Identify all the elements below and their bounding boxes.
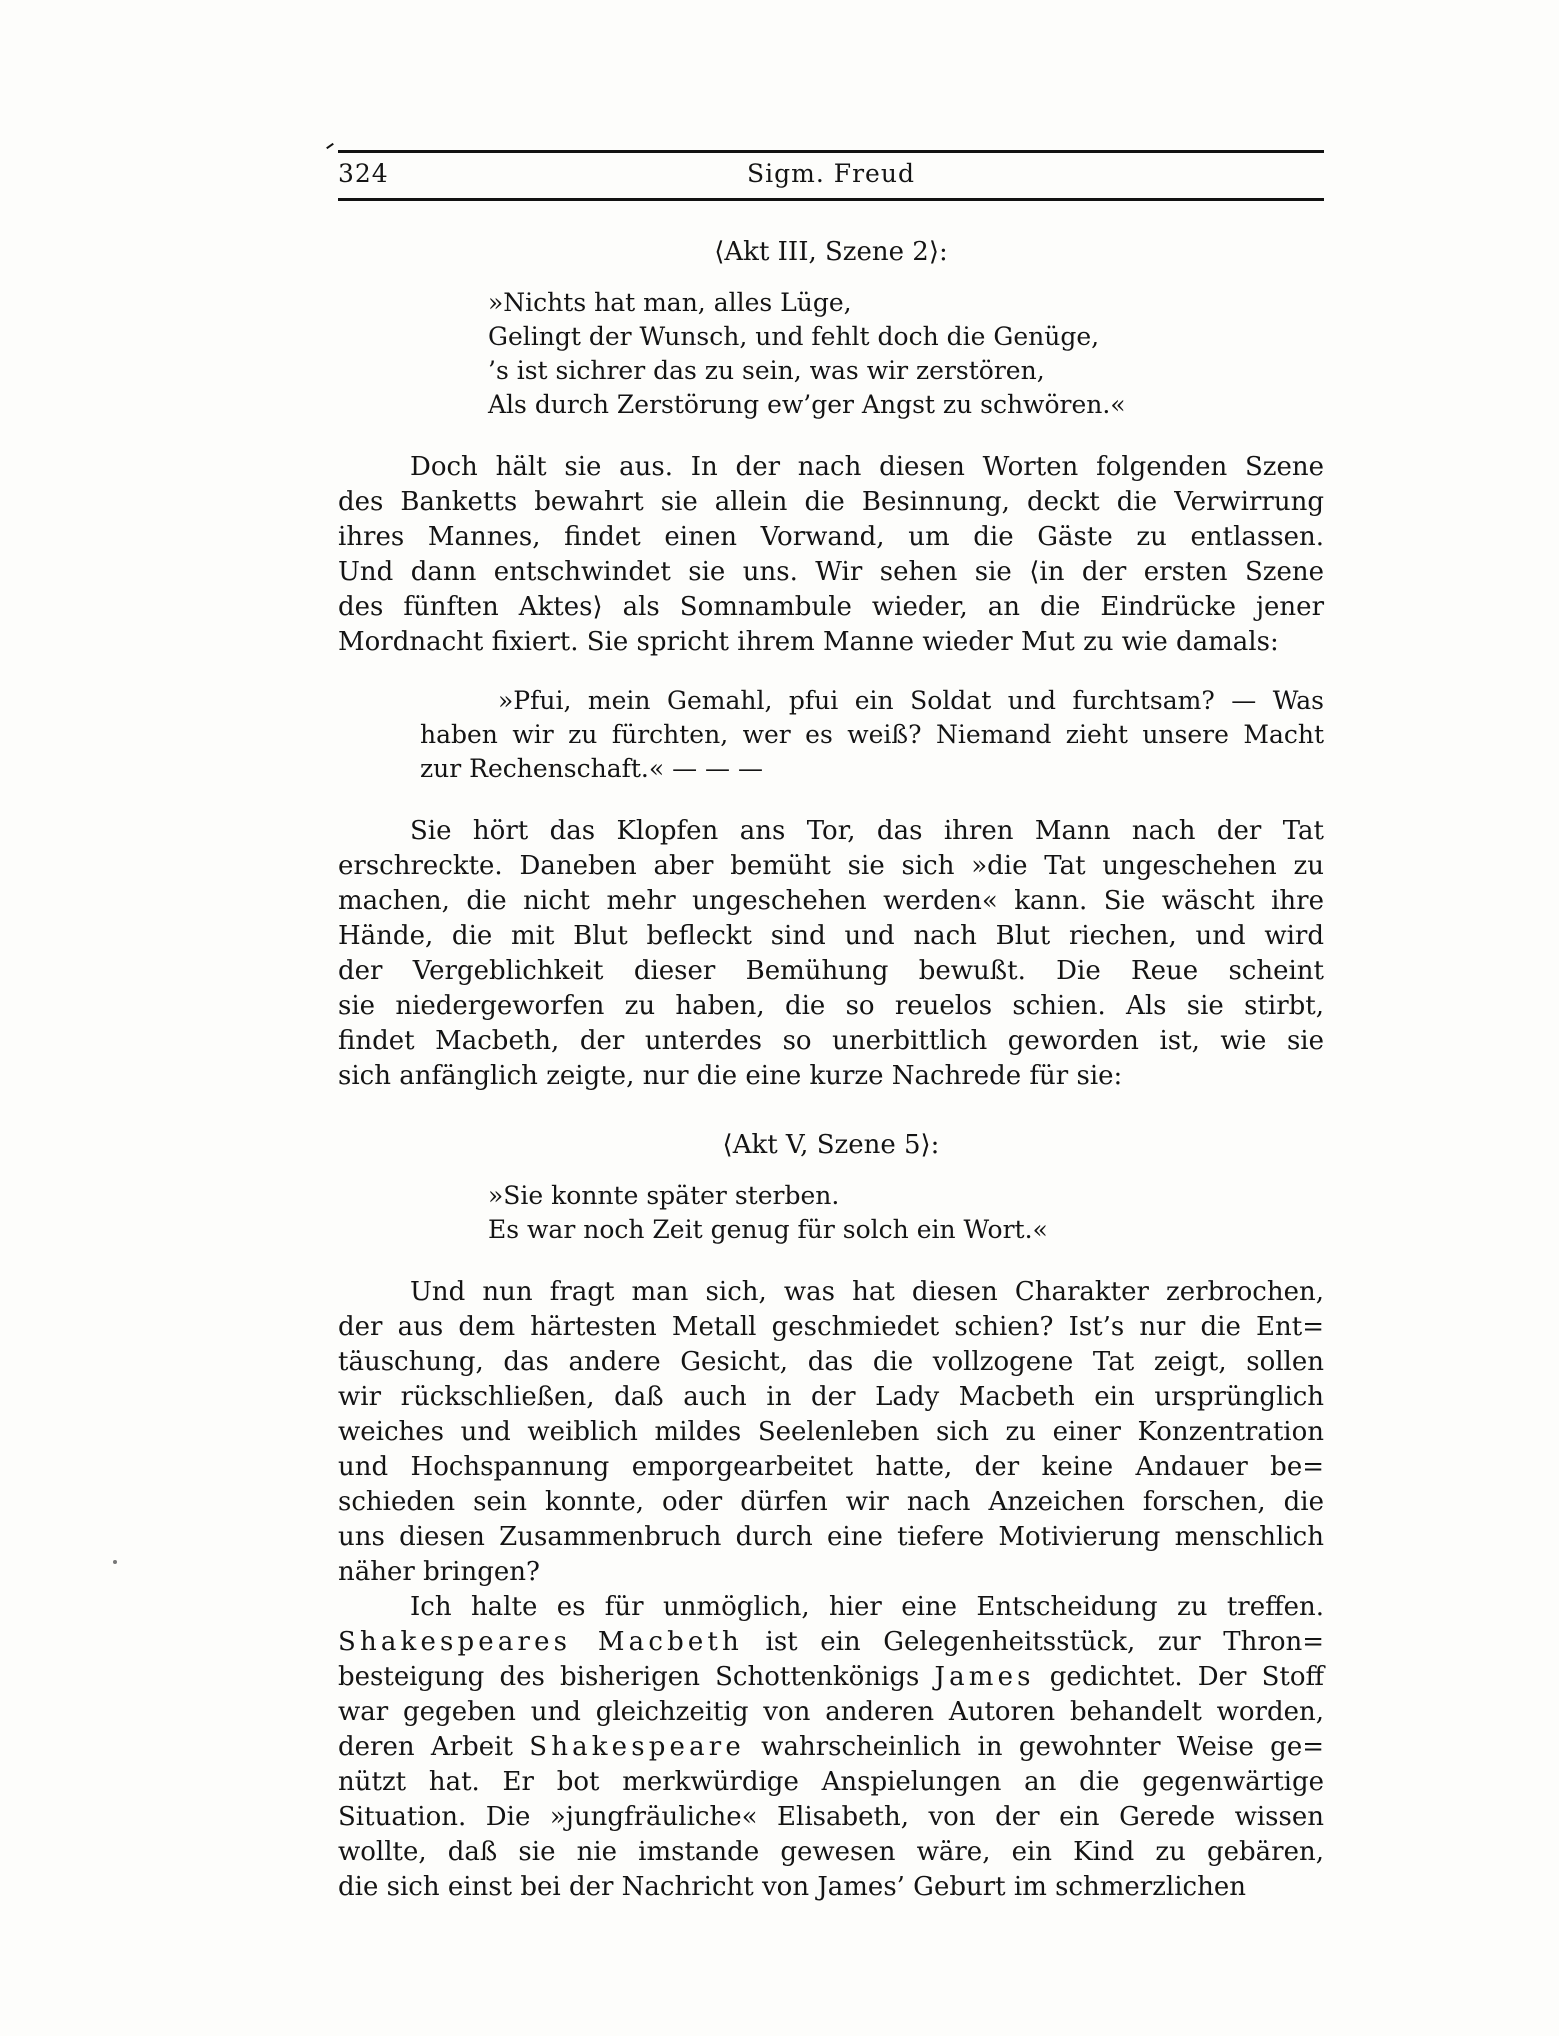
text-line: Ich halte es für unmöglich, hier eine Entscheidung zu treffen. <box>410 1592 1324 1622</box>
text-line: Und dann entschwindet sie uns. Wir sehen sie ⟨in der ersten Szene <box>338 557 1324 587</box>
text-line: Hände, die mit Blut befleckt sind und nach Blut riechen, und wird <box>338 921 1324 951</box>
text-line: näher bringen? <box>338 1557 540 1587</box>
text-line: Gelingt der Wunsch, und fehlt doch die Genüge, <box>488 322 1100 351</box>
text-line: machen, die nicht mehr ungeschehen werden« kann. Sie wäscht ihre <box>338 886 1324 916</box>
text-line: findet Macbeth, der unterdes so unerbittlich geworden ist, wie sie <box>338 1026 1324 1056</box>
paragraph-block <box>338 1275 1324 1590</box>
scan-speckle <box>113 1560 117 1564</box>
text-line: Doch hält sie aus. In der nach diesen Worten folgenden Szene <box>410 452 1324 482</box>
text-line: war gegeben und gleichzeitig von anderen Autoren behandelt worden, <box>338 1697 1324 1727</box>
letterspaced-name: Shakespeares Macbeth <box>338 1627 743 1657</box>
text-line: schieden sein konnte, oder dürfen wir nach Anzeichen forschen, die <box>338 1487 1324 1517</box>
text-line: haben wir zu fürchten, wer es weiß? Niemand zieht unsere Macht <box>420 720 1324 749</box>
running-head: Sigm. Freud <box>747 159 915 188</box>
text-line: Sie hört das Klopfen ans Tor, das ihren Mann nach der Tat <box>410 816 1324 846</box>
text-line: der aus dem härtesten Metall geschmiedet schien? Ist’s nur die Ent= <box>338 1312 1324 1342</box>
letterspaced-name: James <box>934 1662 1035 1692</box>
paragraph-block <box>338 1590 1324 1905</box>
text-line: »Nichts hat man, alles Lüge, <box>488 288 852 317</box>
text-line: Und nun fragt man sich, was hat diesen Charakter zerbrochen, <box>410 1277 1324 1307</box>
letterspaced-name: Shakespeare <box>529 1732 745 1762</box>
text-line: sich anfänglich zeigte, nur die eine kurze Nachrede für sie: <box>338 1061 1123 1091</box>
text-line: »Pfui, mein Gemahl, pfui ein Soldat und furchtsam? — Was <box>498 686 1324 715</box>
header-row <box>338 153 1324 198</box>
text-line: sie niedergeworfen zu haben, die so reuelos schien. Als sie stirbt, <box>338 991 1324 1021</box>
scene-heading: ⟨Akt V, Szene 5⟩: <box>722 1130 940 1160</box>
verse-block <box>488 286 1324 422</box>
page-header <box>338 150 1324 201</box>
verse-block <box>488 1179 1324 1247</box>
text-line: die sich einst bei der Nachricht von James’ Geburt im schmerzlichen <box>338 1872 1246 1902</box>
text-line <box>338 1660 1324 1695</box>
text-line: ihres Mannes, findet einen Vorwand, um die Gäste zu entlassen. <box>338 522 1324 552</box>
page-number: 324 <box>338 159 389 188</box>
text-line: erschreckte. Daneben aber bemüht sie sich »die Tat ungeschehen zu <box>338 851 1324 881</box>
text-line: der Vergeblichkeit dieser Bemühung bewußt. Die Reue scheint <box>338 956 1324 986</box>
quote-block <box>420 684 1324 786</box>
scene-heading: ⟨Akt III, Szene 2⟩: <box>714 237 948 267</box>
text-line: Als durch Zerstörung ew’ger Angst zu schwören.« <box>488 390 1126 419</box>
text-column <box>338 150 1324 1905</box>
text-line: ’s ist sichrer das zu sein, was wir zerstören, <box>488 356 1045 385</box>
text-line: wir rückschließen, daß auch in der Lady Macbeth ein ursprünglich <box>338 1382 1324 1412</box>
text-segment: gedichtet. Der Stoff <box>1034 1662 1324 1692</box>
text-line <box>338 1730 1324 1765</box>
text-line: Mordnacht fixiert. Sie spricht ihrem Manne wieder Mut zu wie damals: <box>338 627 1279 657</box>
text-line: uns diesen Zusammenbruch durch eine tiefere Motivierung menschlich <box>338 1522 1324 1552</box>
text-line: »Sie konnte später sterben. <box>488 1181 840 1210</box>
paragraph-block <box>338 450 1324 660</box>
text-segment: wahrscheinlich in gewohnter Weise ge= <box>744 1732 1324 1762</box>
paragraph-block <box>338 814 1324 1094</box>
text-line: zur Rechenschaft.« — — — <box>420 754 764 783</box>
scan-tick-mark <box>326 143 334 149</box>
text-line: täuschung, das andere Gesicht, das die vollzogene Tat zeigt, sollen <box>338 1347 1324 1377</box>
text-segment: deren Arbeit <box>338 1732 530 1762</box>
text-segment: ist ein Gelegenheitsstück, zur Thron= <box>742 1627 1325 1657</box>
text-line: weiches und weiblich mildes Seelenleben sich zu einer Konzentration <box>338 1417 1324 1447</box>
text-line: wollte, daß sie nie imstande gewesen wäre, ein Kind zu gebären, <box>338 1837 1324 1867</box>
page-body <box>338 235 1324 1905</box>
text-line: und Hochspannung emporgearbeitet hatte, der keine Andauer be= <box>338 1452 1324 1482</box>
text-line <box>338 1625 1324 1660</box>
text-line: nützt hat. Er bot merkwürdige Anspielungen an die gegenwärtige <box>338 1767 1324 1797</box>
text-line: des fünften Aktes⟩ als Somnambule wieder, an die Eindrücke jener <box>338 592 1324 622</box>
text-line: Es war noch Zeit genug für solch ein Wort.« <box>488 1215 1048 1244</box>
text-line: Situation. Die »jungfräuliche« Elisabeth, von der ein Gerede wissen <box>338 1802 1324 1832</box>
text-line: des Banketts bewahrt sie allein die Besinnung, deckt die Verwirrung <box>338 487 1324 517</box>
text-segment: besteigung des bisherigen Schottenkönigs <box>338 1662 935 1692</box>
